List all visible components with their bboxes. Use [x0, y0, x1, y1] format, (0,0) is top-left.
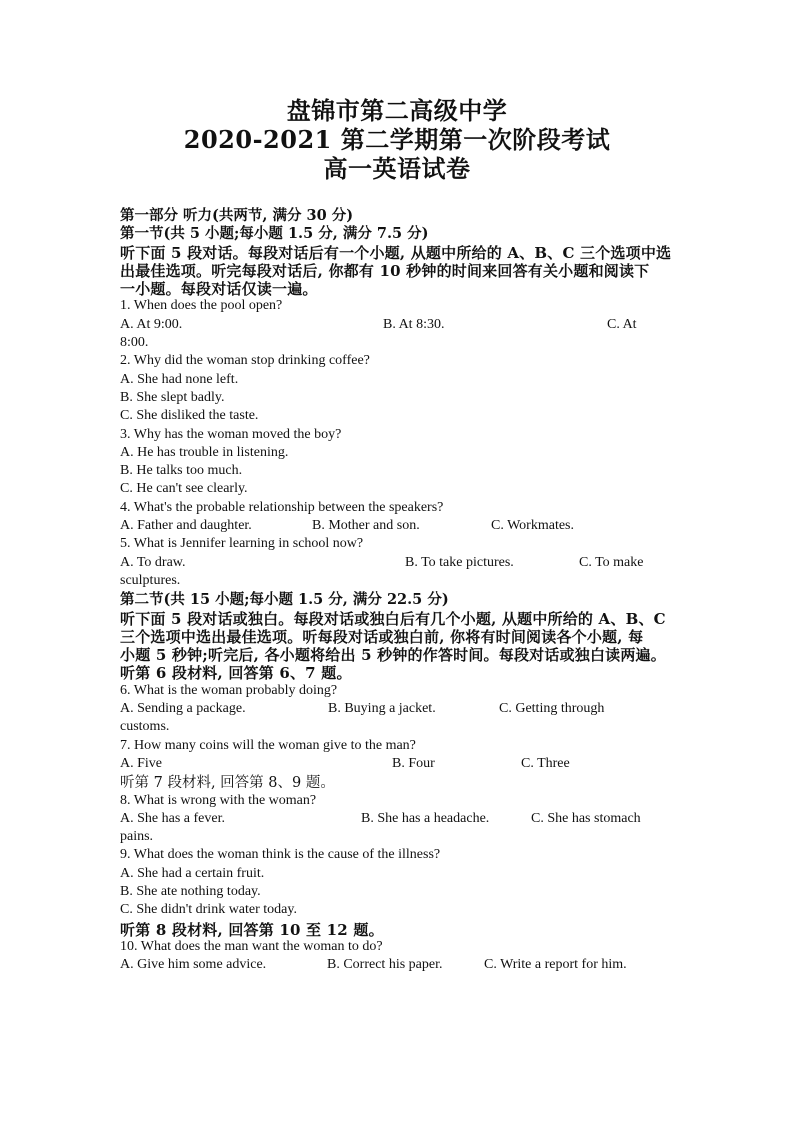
- question-1-options: [120, 316, 680, 334]
- question-5-stem: 5. What is Jennifer learning in school now?: [120, 536, 364, 552]
- q3-option-b: B. He talks too much.: [120, 463, 243, 479]
- q5-option-a: A. To draw.: [120, 554, 186, 570]
- question-1-stem: 1. When does the pool open?: [120, 298, 283, 314]
- q5-option-c: C. To make: [579, 554, 644, 570]
- q3-option-a: A. He has trouble in listening.: [120, 444, 289, 460]
- q7-option-c: C. Three: [521, 755, 570, 771]
- q10-option-b: B. Correct his paper.: [327, 957, 443, 973]
- q9-option-c: C. She didn't drink water today.: [120, 902, 297, 918]
- q5-option-b: B. To take pictures.: [405, 554, 514, 570]
- q1-option-a: A. At 9:00.: [120, 316, 183, 332]
- q2-option-b: B. She slept badly.: [120, 389, 225, 405]
- q9-option-a: A. She had a certain fruit.: [120, 865, 265, 881]
- q1-option-c: C. At: [607, 316, 637, 332]
- question-6-stem: 6. What is the woman probably doing?: [120, 682, 338, 698]
- exam-name: 2020-2021 第二学期第一次阶段考试: [183, 125, 611, 154]
- section1-instruction-2: 出最佳选项。听完每段对话后, 你都有 10 秒钟的时间来回答有关小题和阅读下: [120, 261, 650, 280]
- section2-title: 第二节(共 15 小题;每小题 1.5 分, 满分 22.5 分): [120, 591, 449, 609]
- q1-option-c-continued: 8:00.: [120, 335, 149, 351]
- paper-name: 高一英语试卷: [323, 154, 471, 183]
- q10-option-c: C. Write a report for him.: [484, 957, 627, 973]
- q5-option-c-continued: sculptures.: [120, 572, 181, 588]
- material-6-heading: 听第 6 段材料, 回答第 6、7 题。: [120, 664, 352, 683]
- question-5-options: [120, 554, 680, 572]
- q4-option-a: A. Father and daughter.: [120, 518, 252, 534]
- material-7-heading: 听第 7 段材料, 回答第 8、9 题。: [120, 775, 335, 792]
- q8-option-c: C. She has stomach: [531, 810, 641, 826]
- part1-title: 第一部分 听力(共两节, 满分 30 分): [120, 207, 354, 224]
- question-7-stem: 7. How many coins will the woman give to the man?: [120, 737, 416, 753]
- question-7-options: [120, 755, 680, 773]
- q4-option-b: B. Mother and son.: [312, 518, 420, 534]
- section2-instruction-1: 听下面 5 段对话或独白。每段对话或独白后有几个小题, 从题中所给的 A、B、C: [120, 609, 666, 628]
- question-9-stem: 9. What does the woman think is the cause of the illness?: [120, 847, 441, 863]
- q8-option-b: B. She has a headache.: [361, 810, 490, 826]
- q6-option-c: C. Getting through: [499, 701, 605, 717]
- q7-option-b: B. Four: [392, 755, 435, 771]
- section2-instruction-2: 三个选项中选出最佳选项。听每段对话或独白前, 你将有时间阅读各个小题, 每: [120, 627, 644, 646]
- exam-body: [120, 206, 680, 974]
- section1-instruction-1: 听下面 5 段对话。每段对话后有一个小题, 从题中所给的 A、B、C 三个选项中选: [120, 243, 672, 262]
- question-4-options: [120, 517, 680, 535]
- question-8-stem: 8. What is wrong with the woman?: [120, 792, 317, 808]
- question-2-stem: 2. Why did the woman stop drinking coffee?: [120, 353, 370, 369]
- question-8-options: [120, 810, 680, 828]
- q9-option-b: B. She ate nothing today.: [120, 883, 261, 899]
- q4-option-c: C. Workmates.: [491, 518, 574, 534]
- material-8-heading: 听第 8 段材料, 回答第 10 至 12 题。: [120, 920, 384, 939]
- section1-title: 第一节(共 5 小题;每小题 1.5 分, 满分 7.5 分): [120, 225, 429, 243]
- school-name: 盘锦市第二高级中学: [286, 96, 508, 125]
- q10-option-a: A. Give him some advice.: [120, 957, 267, 973]
- q2-option-a: A. She had none left.: [120, 371, 239, 387]
- exam-header: [0, 96, 794, 183]
- q2-option-c: C. She disliked the taste.: [120, 408, 259, 424]
- question-10-options: [120, 956, 680, 974]
- q8-option-a: A. She has a fever.: [120, 810, 225, 826]
- question-3-stem: 3. Why has the woman moved the boy?: [120, 426, 342, 442]
- section2-instruction-3: 小题 5 秒钟;听完后, 各小题将给出 5 秒钟的作答时间。每段对话或独白读两遍。: [120, 646, 666, 665]
- q8-option-c-continued: pains.: [120, 829, 154, 845]
- q7-option-a: A. Five: [120, 755, 162, 771]
- section1-instruction-3: 一小题。每段对话仅读一遍。: [120, 280, 318, 299]
- q6-option-c-continued: customs.: [120, 719, 170, 735]
- q6-option-a: A. Sending a package.: [120, 701, 246, 717]
- question-4-stem: 4. What's the probable relationship between the speakers?: [120, 499, 444, 515]
- q6-option-b: B. Buying a jacket.: [328, 701, 436, 717]
- q3-option-c: C. He can't see clearly.: [120, 481, 248, 497]
- q1-option-b: B. At 8:30.: [383, 316, 445, 332]
- question-10-stem: 10. What does the man want the woman to do?: [120, 938, 383, 954]
- question-6-options: [120, 700, 680, 718]
